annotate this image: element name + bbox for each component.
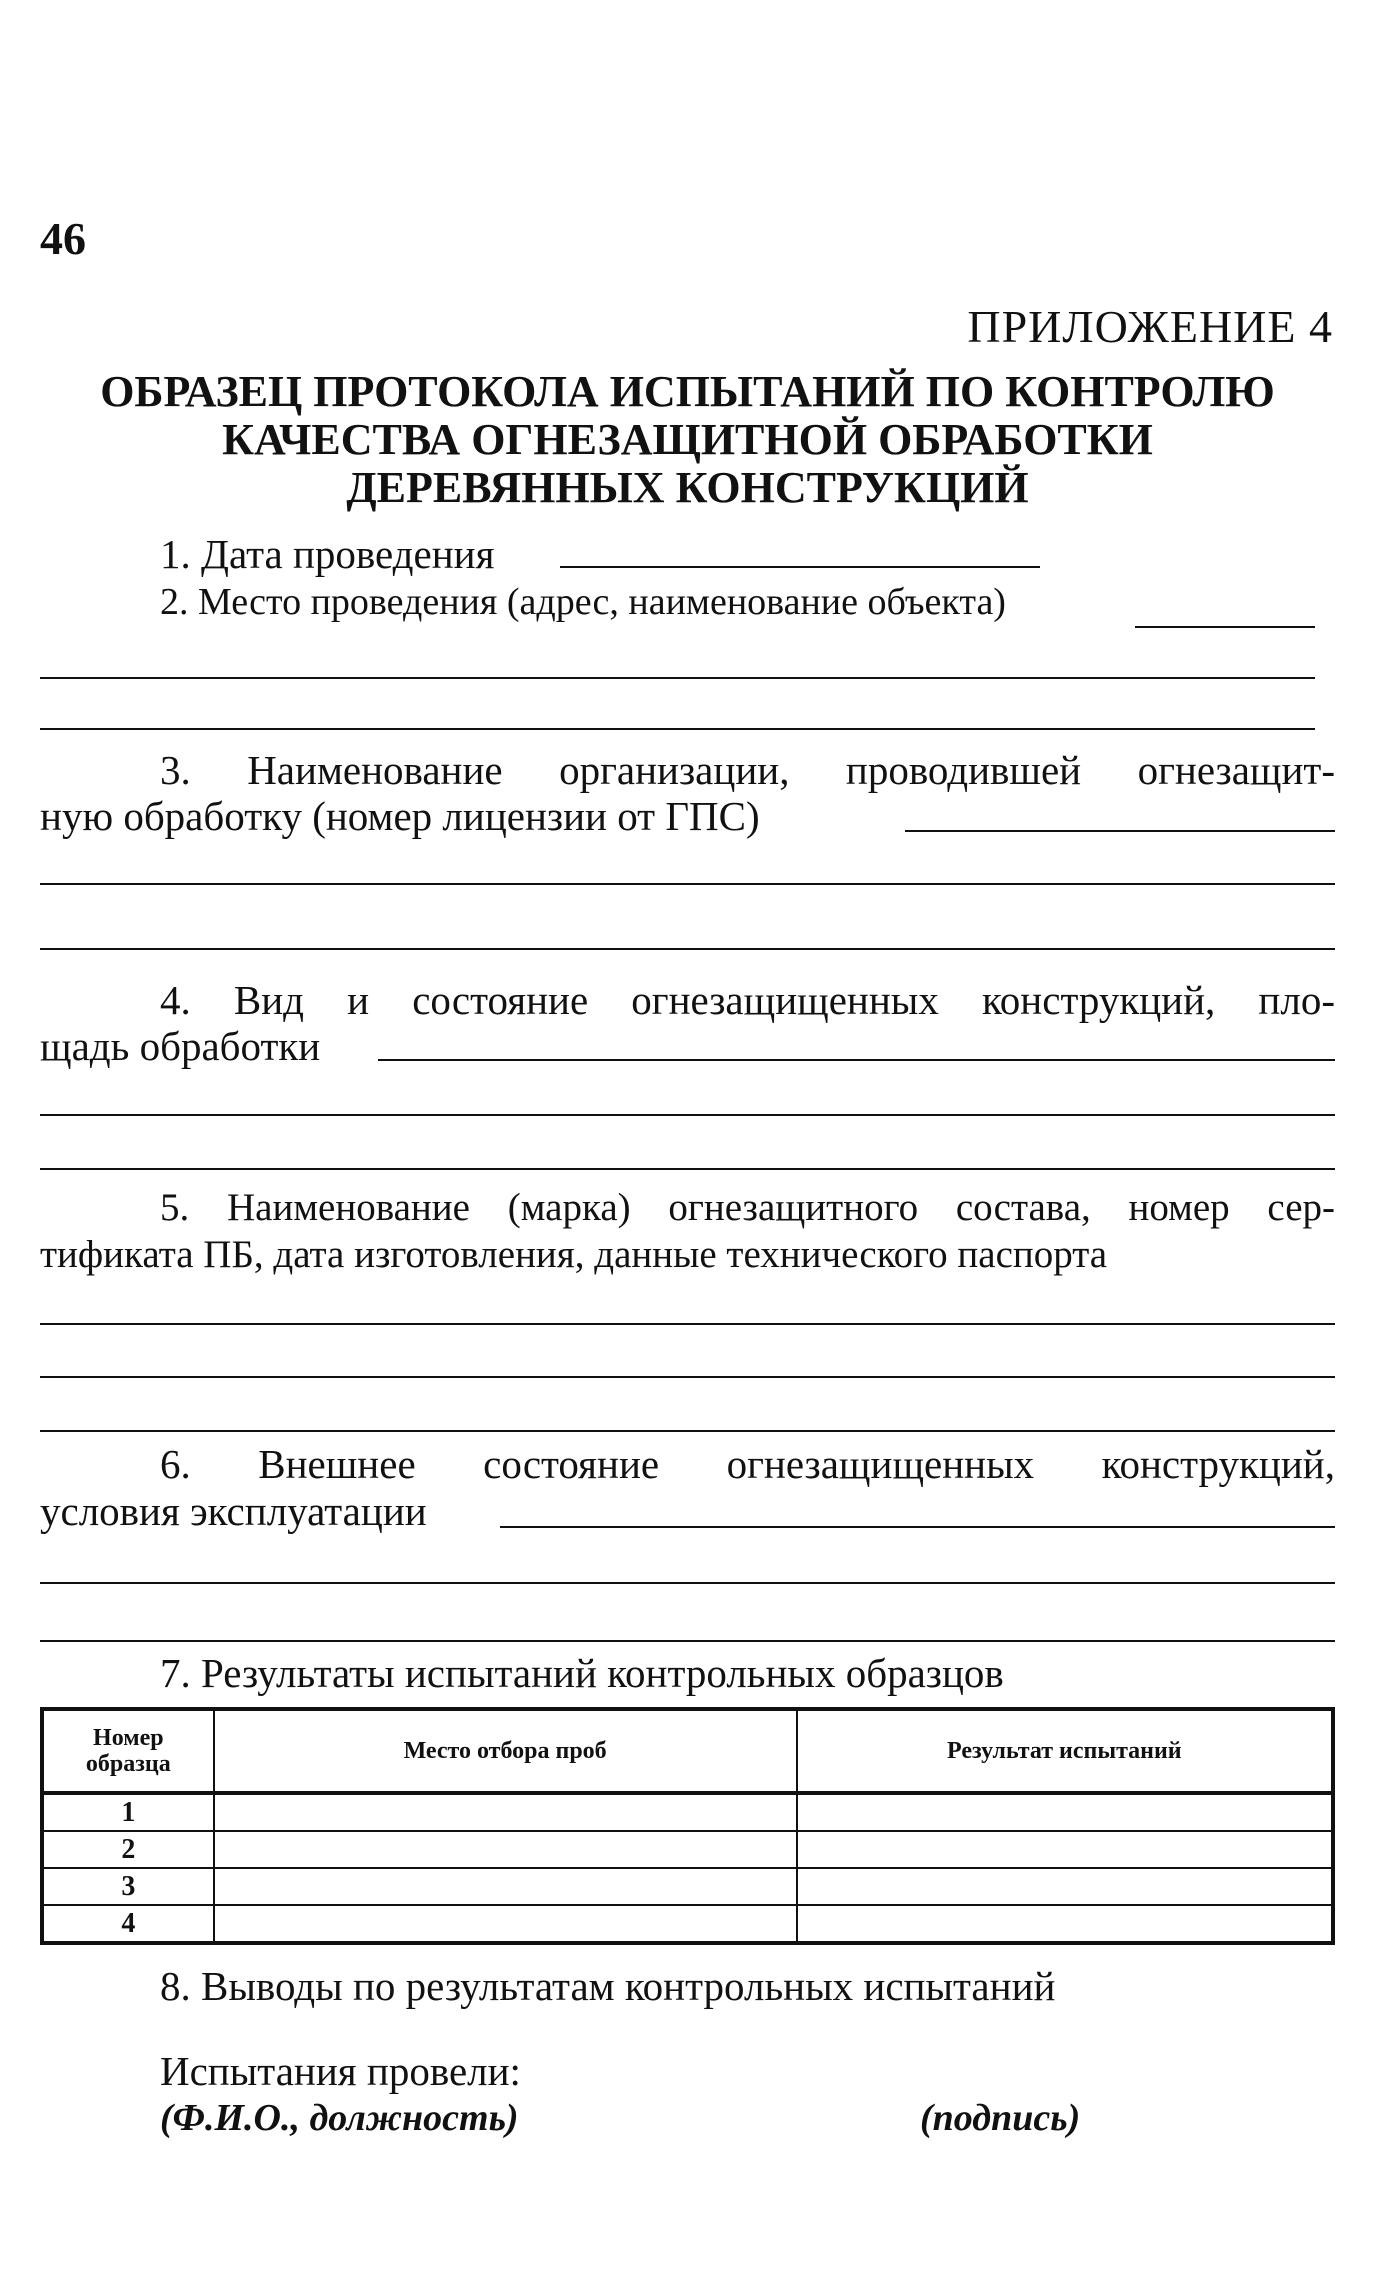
- header-sample-number-line-1: Номер: [93, 1724, 164, 1751]
- item-7-label: 7. Результаты испытаний контрольных образцов: [160, 1650, 1004, 1696]
- item-1-label: 1. Дата проведения: [160, 531, 495, 577]
- item-5-label-line-1: 5. Наименование (марка) огнезащитного состава, номер сер-: [160, 1186, 1335, 1229]
- item-4-label-line-2: щадь обработки: [40, 1023, 321, 1069]
- test-result-cell[interactable]: [797, 1905, 1333, 1943]
- item-2-label: 2. Место проведения (адрес, наименование объекта): [160, 581, 1006, 623]
- document-title-line-1: ОБРАЗЕЦ ПРОТОКОЛА ИСПЫТАНИЙ ПО КОНТРОЛЮ: [100, 367, 1275, 416]
- document-title-line-3: ДЕРЕВЯННЫХ КОНСТРУКЦИЙ: [346, 463, 1029, 512]
- item-5-composition-line-3[interactable]: [40, 1430, 1335, 1432]
- item-1-date-field[interactable]: [560, 566, 1040, 568]
- item-2-place-line-2[interactable]: [40, 677, 1315, 679]
- item-6-conditions-line-3[interactable]: [40, 1640, 1335, 1642]
- conducted-by-label: Испытания провели:: [160, 2048, 521, 2094]
- test-result-cell[interactable]: [797, 1831, 1333, 1868]
- results-table: [40, 1707, 1335, 1945]
- item-6-label-line-2: условия эксплуатации: [40, 1488, 427, 1534]
- item-4-label-line-1: 4. Вид и состояние огнезащищенных конструкций, пло-: [160, 977, 1335, 1023]
- results-table-header: [42, 1709, 1333, 1793]
- test-result-cell[interactable]: [797, 1868, 1333, 1905]
- sample-number-cell: 1: [42, 1793, 214, 1831]
- appendix-label: ПРИЛОЖЕНИЕ 4: [967, 301, 1333, 352]
- item-4-structures-field[interactable]: [378, 1059, 1335, 1061]
- header-sample-number: [42, 1709, 214, 1793]
- item-3-organization-line-3[interactable]: [40, 948, 1335, 950]
- table-row: [42, 1905, 1333, 1943]
- sampling-place-cell[interactable]: [214, 1831, 797, 1868]
- table-row: [42, 1793, 1333, 1831]
- item-5-label-line-2: тификата ПБ, дата изготовления, данные технического паспорта: [40, 1233, 1108, 1276]
- item-3-label-line-1: 3. Наименование организации, проводившей огнезащит-: [160, 747, 1335, 793]
- item-4-structures-line-2[interactable]: [40, 1114, 1335, 1116]
- sample-number-cell: 3: [42, 1868, 214, 1905]
- item-2-place-line-3[interactable]: [40, 728, 1315, 730]
- header-sample-number-line-2: образца: [85, 1751, 171, 1777]
- sample-number-cell: 2: [42, 1831, 214, 1868]
- table-row: [42, 1831, 1333, 1868]
- item-6-conditions-field[interactable]: [500, 1526, 1335, 1528]
- item-5-composition-line-1[interactable]: [40, 1323, 1335, 1325]
- page-number: 46: [40, 213, 86, 264]
- item-8-label: 8. Выводы по результатам контрольных испытаний: [160, 1963, 1056, 2009]
- test-result-cell[interactable]: [797, 1793, 1333, 1831]
- item-2-place-field[interactable]: [1135, 626, 1315, 628]
- item-5-composition-line-2[interactable]: [40, 1376, 1335, 1378]
- sample-number-cell: 4: [42, 1905, 214, 1943]
- table-row: [42, 1868, 1333, 1905]
- item-4-structures-line-3[interactable]: [40, 1168, 1335, 1170]
- header-test-result: Результат испытаний: [797, 1709, 1333, 1793]
- signature-label: (подпись): [920, 2097, 1081, 2139]
- name-position-label: (Ф.И.О., должность): [160, 2097, 519, 2139]
- item-3-organization-line-2[interactable]: [40, 883, 1335, 885]
- header-sampling-place: Место отбора проб: [214, 1709, 797, 1793]
- item-3-organization-field[interactable]: [905, 830, 1335, 832]
- item-6-label-line-1: 6. Внешнее состояние огнезащищенных конструкций,: [160, 1441, 1335, 1487]
- sampling-place-cell[interactable]: [214, 1868, 797, 1905]
- document-title-line-2: КАЧЕСТВА ОГНЕЗАЩИТНОЙ ОБРАБОТКИ: [222, 415, 1153, 464]
- item-6-conditions-line-2[interactable]: [40, 1582, 1335, 1584]
- item-3-label-line-2: ную обработку (номер лицензии от ГПС): [40, 793, 760, 839]
- sampling-place-cell[interactable]: [214, 1793, 797, 1831]
- sampling-place-cell[interactable]: [214, 1905, 797, 1943]
